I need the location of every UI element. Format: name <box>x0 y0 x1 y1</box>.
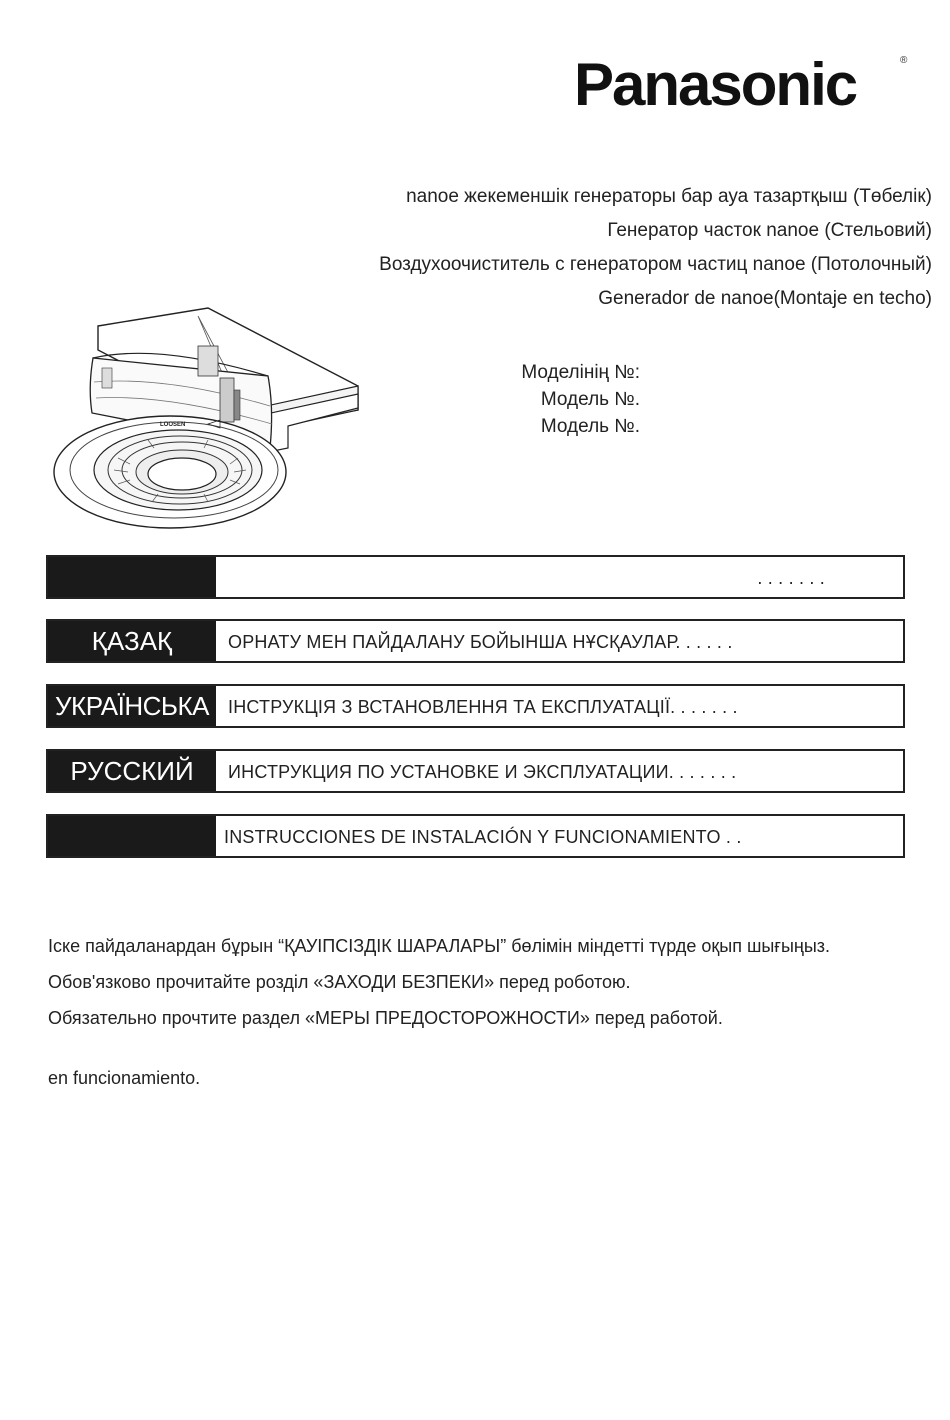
language-description-kazakh: ОРНАТУ МЕН ПАЙДАЛАНУ БОЙЫНША НҰСҚАУЛАР. . . . . . <box>228 632 733 652</box>
note-ukrainian: Обов'язково прочитайте розділ «ЗАХОДИ БЕЗПЕКИ» перед роботою. <box>48 972 631 992</box>
language-tab[interactable] <box>48 557 216 597</box>
model-number-block <box>470 359 640 440</box>
language-row-spanish[interactable] <box>46 814 905 858</box>
brand-name: Panasonic <box>574 51 857 118</box>
title-spanish: Generador de nanoe(Montaje en techo) <box>598 288 932 309</box>
language-row-russian[interactable] <box>46 749 905 793</box>
brand-logo <box>574 52 914 118</box>
title-russian: Воздухоочиститель с генератором частиц nanoe (Потолочный) <box>379 254 932 275</box>
language-row-ukrainian[interactable] <box>46 684 905 728</box>
product-illustration <box>48 298 366 534</box>
language-tab-kazakh[interactable]: ҚАЗАҚ <box>48 621 216 661</box>
title-kazakh: nanoe жекеменшік генераторы бар ауа тазартқыш (Төбелік) <box>406 186 932 207</box>
language-description-russian: ИНСТРУКЦИЯ ПО УСТАНОВКЕ И ЭКСПЛУАТАЦИИ. . . . . . . <box>228 762 737 782</box>
language-tab-spanish[interactable] <box>48 816 216 856</box>
note-spanish: en funcionamiento. <box>48 1068 201 1088</box>
model-label-ukrainian: Модель №. <box>540 389 640 410</box>
note-russian: Обязательно прочтите раздел «МЕРЫ ПРЕДОСТОРОЖНОСТИ» перед работой. <box>48 1008 723 1028</box>
language-description-spanish: INSTRUCCIONES DE INSTALACIÓN Y FUNCIONAMIENTO . . <box>224 827 742 847</box>
safety-notes <box>48 933 908 1091</box>
product-titles <box>232 180 932 316</box>
language-description-ukrainian: ІНСТРУКЦІЯ З ВСТАНОВЛЕННЯ ТА ЕКСПЛУАТАЦІЇ. . . . . . . <box>228 697 738 717</box>
model-label-russian: Модель №. <box>540 416 640 437</box>
registered-mark: ® <box>900 55 908 66</box>
title-ukrainian: Генератор часток nanoe (Стельовий) <box>607 220 932 241</box>
model-label-kazakh: Моделінің №: <box>521 362 640 383</box>
language-tab-ukrainian[interactable]: УКРАЇНСЬКА <box>48 686 216 726</box>
language-row-1[interactable] <box>46 555 905 599</box>
loosen-label: LOOSEN <box>160 422 186 428</box>
language-description: . . . . . . . <box>757 568 825 588</box>
language-tab-russian[interactable]: РУССКИЙ <box>48 751 216 791</box>
note-kazakh: Іске пайдаланардан бұрын “ҚАУІПСІЗДІК ШАРАЛАРЫ” бөлімін міндетті түрде оқып шығыңыз. <box>48 936 831 956</box>
language-row-kazakh[interactable] <box>46 619 905 663</box>
